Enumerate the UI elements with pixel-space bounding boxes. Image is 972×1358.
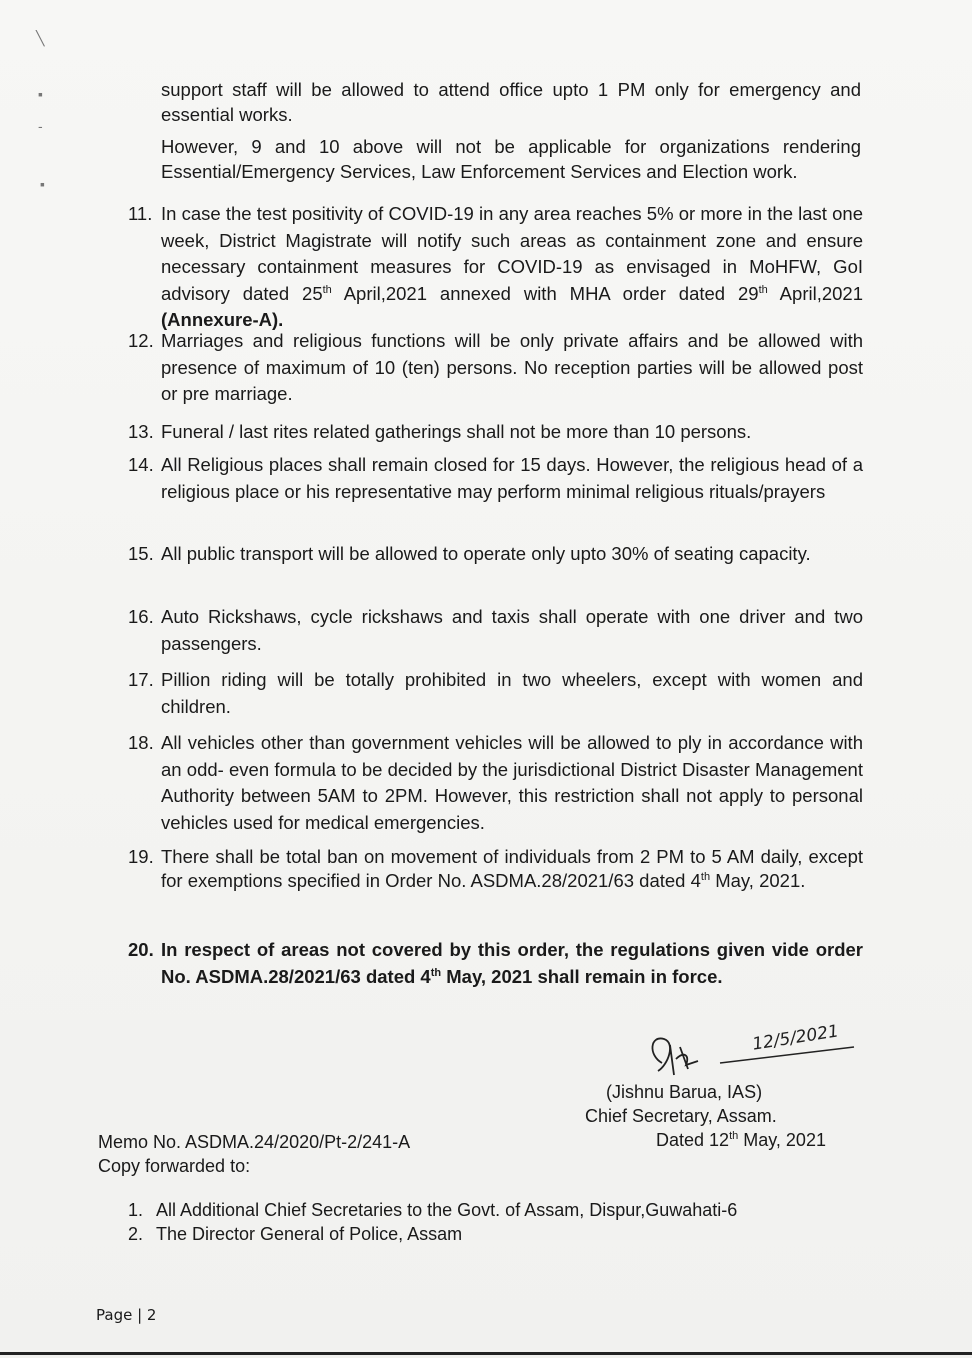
- item-number: 16.: [128, 606, 154, 627]
- signatory-name: (Jishnu Barua, IAS): [606, 1082, 763, 1102]
- memo-number: Memo No. ASDMA.24/2020/Pt-2/241-A: [98, 1132, 411, 1152]
- copy-list-item: 1. All Additional Chief Secretaries to the Govt. of Assam, Dispur,Guwahati-6: [128, 1200, 738, 1220]
- item-number: 11.: [128, 203, 153, 224]
- item-text: There shall be total ban on movement of individuals from 2 PM to 5 AM daily, except for exemptions specified in Order No. ASDMA.28/2021/63 dated 4th May, 2021.: [161, 846, 863, 891]
- item-number: 20.: [128, 939, 154, 960]
- item-number: 15.: [128, 543, 154, 564]
- item-text: In respect of areas not covered by this order, the regulations given vide order No. ASDMA.28/2021/63 dated 4th May, 2021 shall remain in force.: [161, 939, 863, 987]
- signature-dated: Dated 12th May, 2021: [656, 1130, 826, 1150]
- list-item-17: [128, 667, 863, 720]
- scan-mark: ▪: [40, 176, 45, 192]
- item-number: 12.: [128, 330, 154, 351]
- list-item-19: [128, 845, 863, 893]
- list-item-12: [128, 328, 863, 408]
- list-item-15: [128, 541, 863, 568]
- item-number: 17.: [128, 669, 154, 690]
- copy-forwarded-label: Copy forwarded to:: [98, 1156, 251, 1176]
- scan-mark: -: [38, 118, 43, 134]
- scan-mark: ▪: [38, 86, 43, 102]
- item-text: All Religious places shall remain closed for 15 days. However, the religious head of a religious place or his representative may perform minimal religious rituals/prayers: [161, 454, 863, 502]
- item-number: 19.: [128, 846, 154, 867]
- item-text: Marriages and religious functions will be only private affairs and be allowed with presence of maximum of 10 (ten) persons. No reception parties will be allowed post or pre marriage.: [161, 330, 863, 404]
- list-item-16: [128, 604, 863, 657]
- page-number: Page | 2: [96, 1306, 157, 1324]
- item-number: 18.: [128, 732, 154, 753]
- continuation-paragraph: support staff will be allowed to attend office upto 1 PM only for emergency and essential works.: [161, 79, 861, 125]
- item-text: Pillion riding will be totally prohibited in two wheelers, except with women and children.: [161, 669, 863, 717]
- item-number: 13.: [128, 421, 154, 442]
- item-text: All vehicles other than government vehicles will be allowed to ply in accordance with an odd- even formula to be decided by the jurisdictional District Disaster Management Authority between 5AM to 2PM. However, this restriction shall not apply to personal vehicles used for medical emergencies.: [161, 732, 863, 833]
- list-item-11: [128, 201, 863, 334]
- copy-list-item: 2. The Director General of Police, Assam: [128, 1224, 463, 1244]
- annexure-label: (Annexure-A).: [161, 309, 284, 330]
- item-text: All public transport will be allowed to operate only upto 30% of seating capacity.: [161, 543, 811, 564]
- list-item-14: [128, 452, 863, 505]
- item-text: In case the test positivity of COVID-19 in any area reaches 5% or more in the last one week, District Magistrate will notify such areas as containment zone and ensure necessary containment measures for COVID-19 as envisaged in MoHFW, GoI advisory dated 25th April,2021 annexed with MHA order dated 29th April,2021 (Annexure-A).: [161, 203, 863, 330]
- list-item-18: [128, 730, 863, 836]
- list-item-13: [128, 419, 863, 446]
- page-edge: [0, 1352, 972, 1355]
- item-text: Auto Rickshaws, cycle rickshaws and taxis shall operate with one driver and two passengers.: [161, 606, 863, 654]
- item-text: Funeral / last rites related gatherings shall not be more than 10 persons.: [161, 421, 752, 442]
- item-number: 14.: [128, 454, 154, 475]
- signatory-designation: Chief Secretary, Assam.: [585, 1106, 777, 1126]
- signature-date: 12/5/2021: [750, 1021, 841, 1055]
- list-item-20: [128, 937, 863, 990]
- scan-mark: ╲: [36, 30, 45, 46]
- exception-paragraph: However, 9 and 10 above will not be applicable for organizations rendering Essential/Emergency Services, Law Enforcement Services and Election work.: [161, 136, 861, 182]
